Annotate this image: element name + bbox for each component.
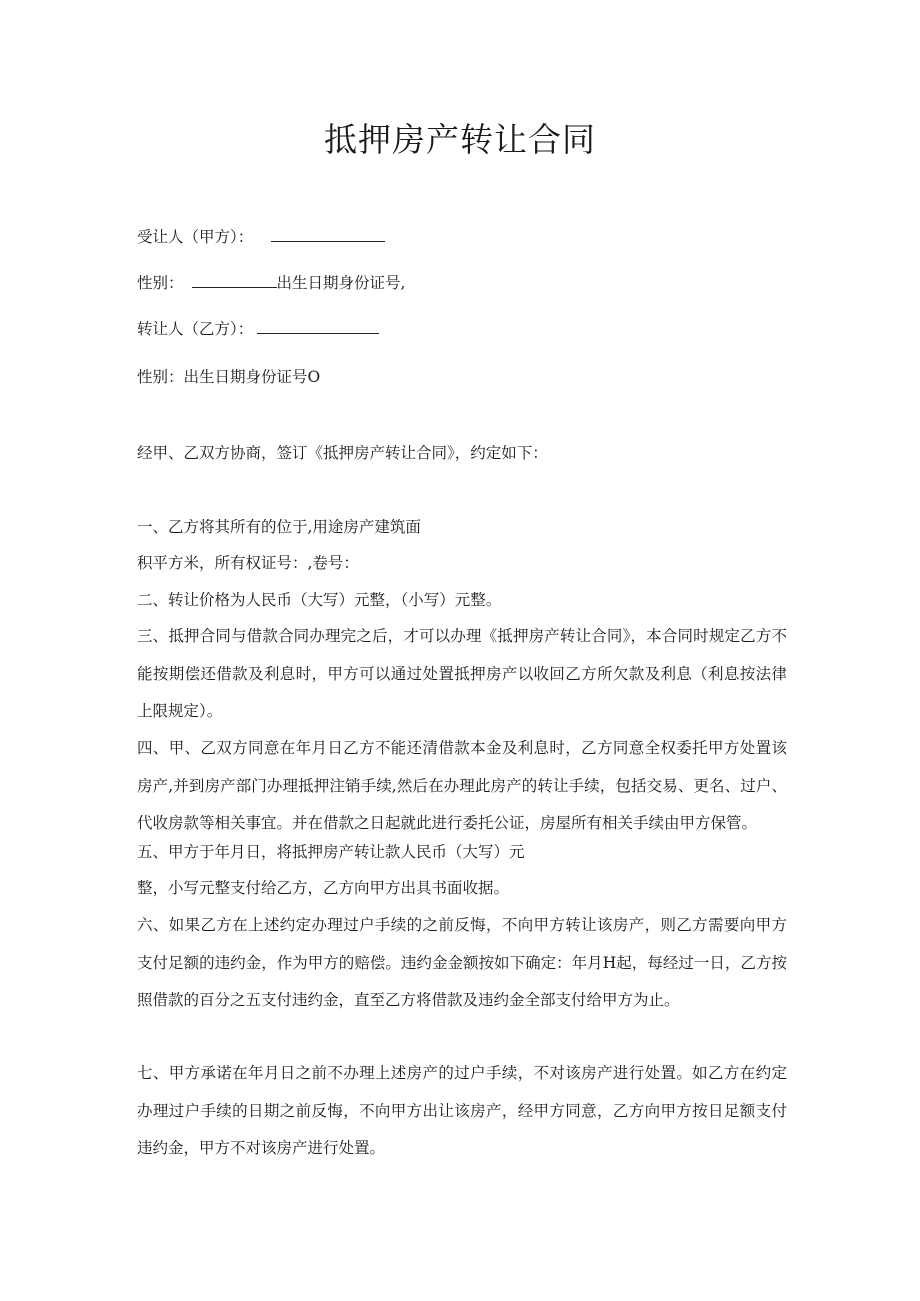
clause-2: 二、转让价格为人民币（大写）元整，（小写）元整。 [137,591,502,609]
clause-7: 七、甲方承诺在年月日之前不办理上述房产的过户手续，不对该房产进行处置。如乙方在约定办理过户手续的日期之前反悔，不向甲方出让该房产，经甲方同意，乙方向甲方按日足额支付违约金，甲方不对该房产进行处置。 [137,1064,787,1157]
transferor-line [137,318,379,340]
transferor-blank [257,319,379,334]
clause-5-line-2: 整，小写元整支付给乙方，乙方向甲方出具书面收据。 [137,879,510,897]
document-title: 抵押房产转让合同 [324,120,596,159]
clause-4: 四、甲、乙双方同意在年月日乙方不能还清借款本金及利息时，乙方同意全权委托甲方处置该房产,并到房产部门办理抵押注销手续,然后在办理此房产的转让手续，包括交易、更名、过户、代收房款等相关事宜。并在借款之日起就此进行委托公证，房屋所有相关手续由甲方保管。 [137,739,787,832]
gender-birth-line-2: 性别：出生日期身份证号O [137,368,321,386]
gender-birth-line-1 [137,272,405,294]
gender-label-1: 性别： [137,274,184,292]
transferee-label: 受让人（甲方）： [137,228,254,246]
clause-5-line-1: 五、甲方于年月日，将抵押房产转让款人民币（大写）元 [137,843,525,861]
clause-1-line-2: 积平方米，所有权证号：,卷号： [137,554,359,572]
clause-6: 六、如果乙方在上述约定办理过户手续的之前反悔，不向甲方转让该房产，则乙方需要向甲方支付足额的违约金，作为甲方的赔偿。违约金金额按如下确定：年月H起，每经过一日，乙方按照借款的百分之五支付违约金，直至乙方将借款及违约金全部支付给甲方为止。 [137,916,787,1009]
clause-3: 三、抵押合同与借款合同办理完之后，才可以办理《抵押房产转让合同》，本合同时规定乙方不能按期偿还借款及利息时，甲方可以通过处置抵押房产以收回乙方所欠款及利息（利息按法律上限规定）。 [137,627,787,720]
gender-blank-1 [192,273,277,288]
birth-id-label-1: 出生日期身份证号, [276,274,406,292]
transferee-blank [271,227,385,242]
clause-1-line-1: 一、乙方将其所有的位于,用途房产建筑面 [137,518,421,536]
intro-paragraph: 经甲、乙双方协商，签订《抵押房产转让合同》，约定如下： [137,444,548,462]
transferor-label: 转让人（乙方）： [137,320,254,338]
transferee-line [137,226,385,248]
